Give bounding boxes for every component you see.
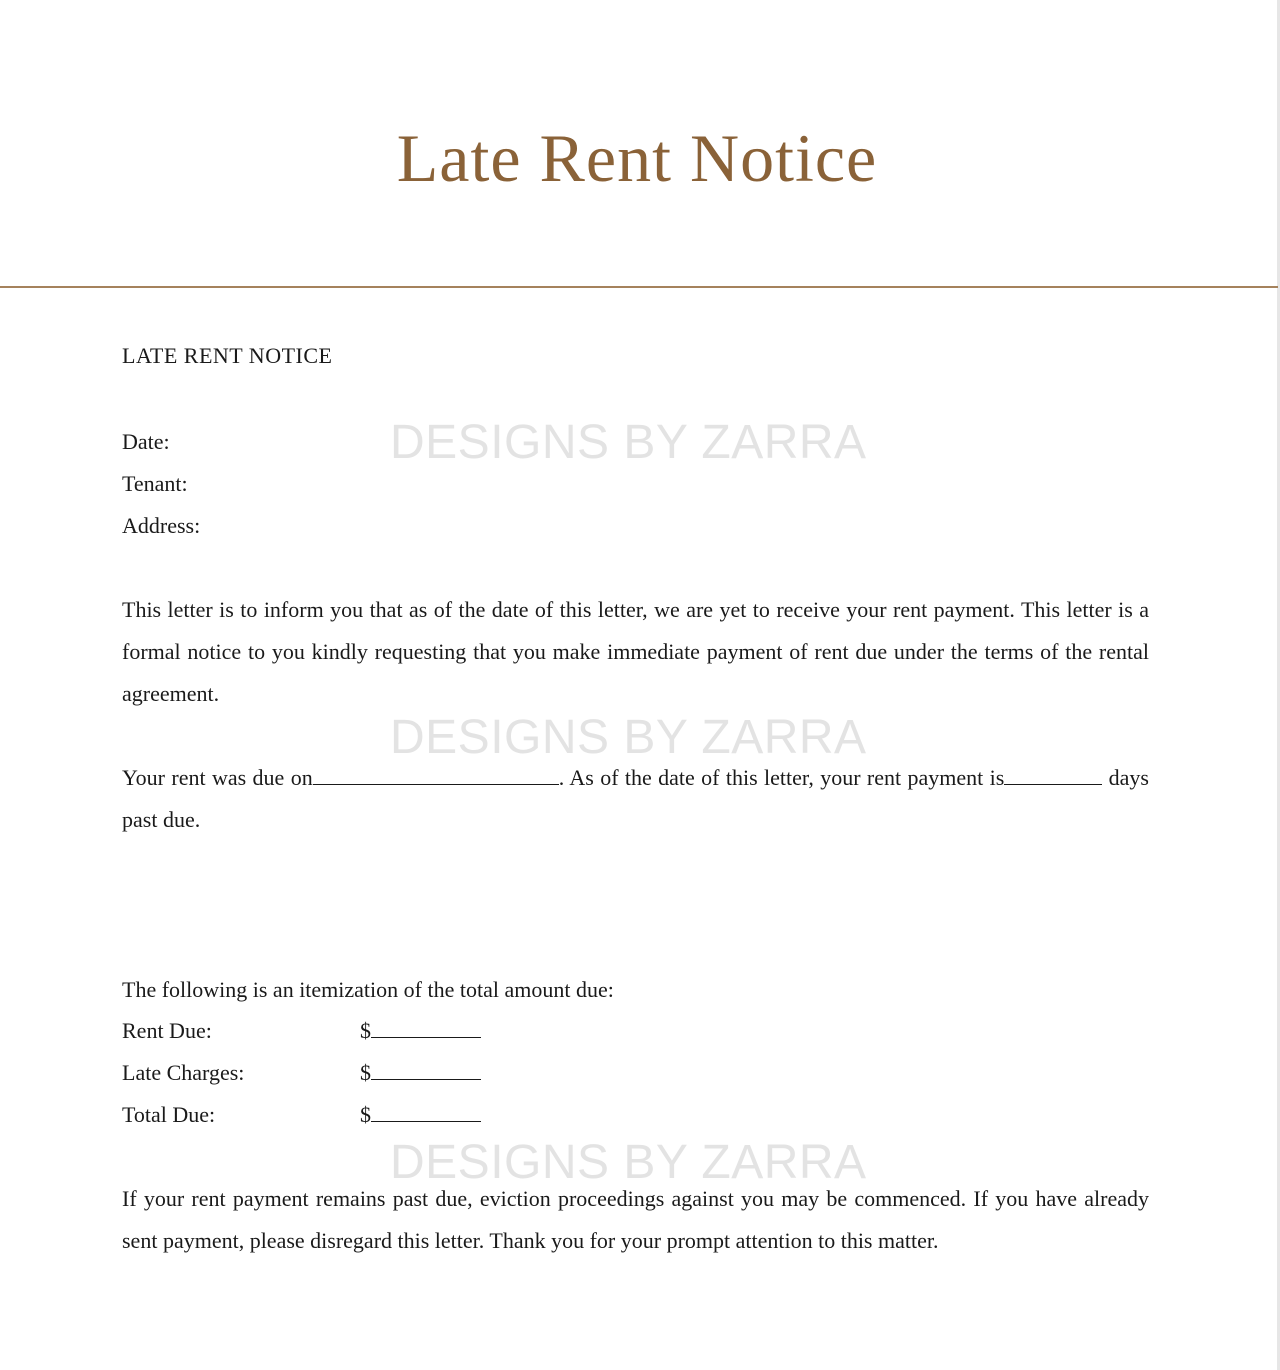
item-row-total-due [122, 1101, 622, 1131]
itemization-intro: The following is an itemization of the total amount due: [122, 977, 614, 1002]
notice-heading: LATE RENT NOTICE [122, 343, 333, 368]
document-title: Late Rent Notice [396, 120, 878, 196]
tenant-label: Tenant: [122, 471, 188, 496]
currency-symbol: $ [360, 1060, 371, 1085]
currency-symbol: $ [360, 1018, 371, 1043]
item-amount [360, 1017, 481, 1045]
amount-blank [371, 1019, 481, 1038]
days-past-text: . As of the date of this letter, your rent payment is [558, 765, 1005, 790]
amount-blank [371, 1103, 481, 1122]
item-row-late-charges [122, 1059, 622, 1089]
watermark: DESIGNS BY ZARRA [390, 711, 867, 764]
date-label: Date: [122, 429, 170, 454]
watermark: DESIGNS BY ZARRA [390, 1136, 867, 1189]
due-date-blank [313, 766, 559, 785]
item-label: Total Due: [122, 1102, 216, 1127]
item-amount [360, 1101, 481, 1129]
item-row-rent-due [122, 1017, 622, 1047]
intro-paragraph: This letter is to inform you that as of the date of this letter, we are yet to receive your rent payment. This letter is a formal notice to you kindly requesting that you make immediate payment of rent due under the terms of the rental agreement. [122, 597, 1149, 706]
title-divider [0, 286, 1278, 288]
item-amount [360, 1059, 481, 1087]
item-label: Rent Due: [122, 1018, 212, 1043]
due-date-paragraph [122, 757, 1149, 841]
days-past-blank [1004, 766, 1102, 785]
watermark: DESIGNS BY ZARRA [390, 416, 867, 469]
amount-blank [371, 1061, 481, 1080]
closing-paragraph: If your rent payment remains past due, eviction proceedings against you may be commenced. If you have already sent payment, please disregard this letter. Thank you for your prompt attention to this matter. [122, 1186, 1149, 1253]
days-past-suffix: days past due. [122, 765, 1149, 832]
address-label: Address: [122, 513, 201, 538]
currency-symbol: $ [360, 1102, 371, 1127]
due-date-text: Your rent was due on [122, 765, 313, 790]
item-label: Late Charges: [122, 1060, 245, 1085]
